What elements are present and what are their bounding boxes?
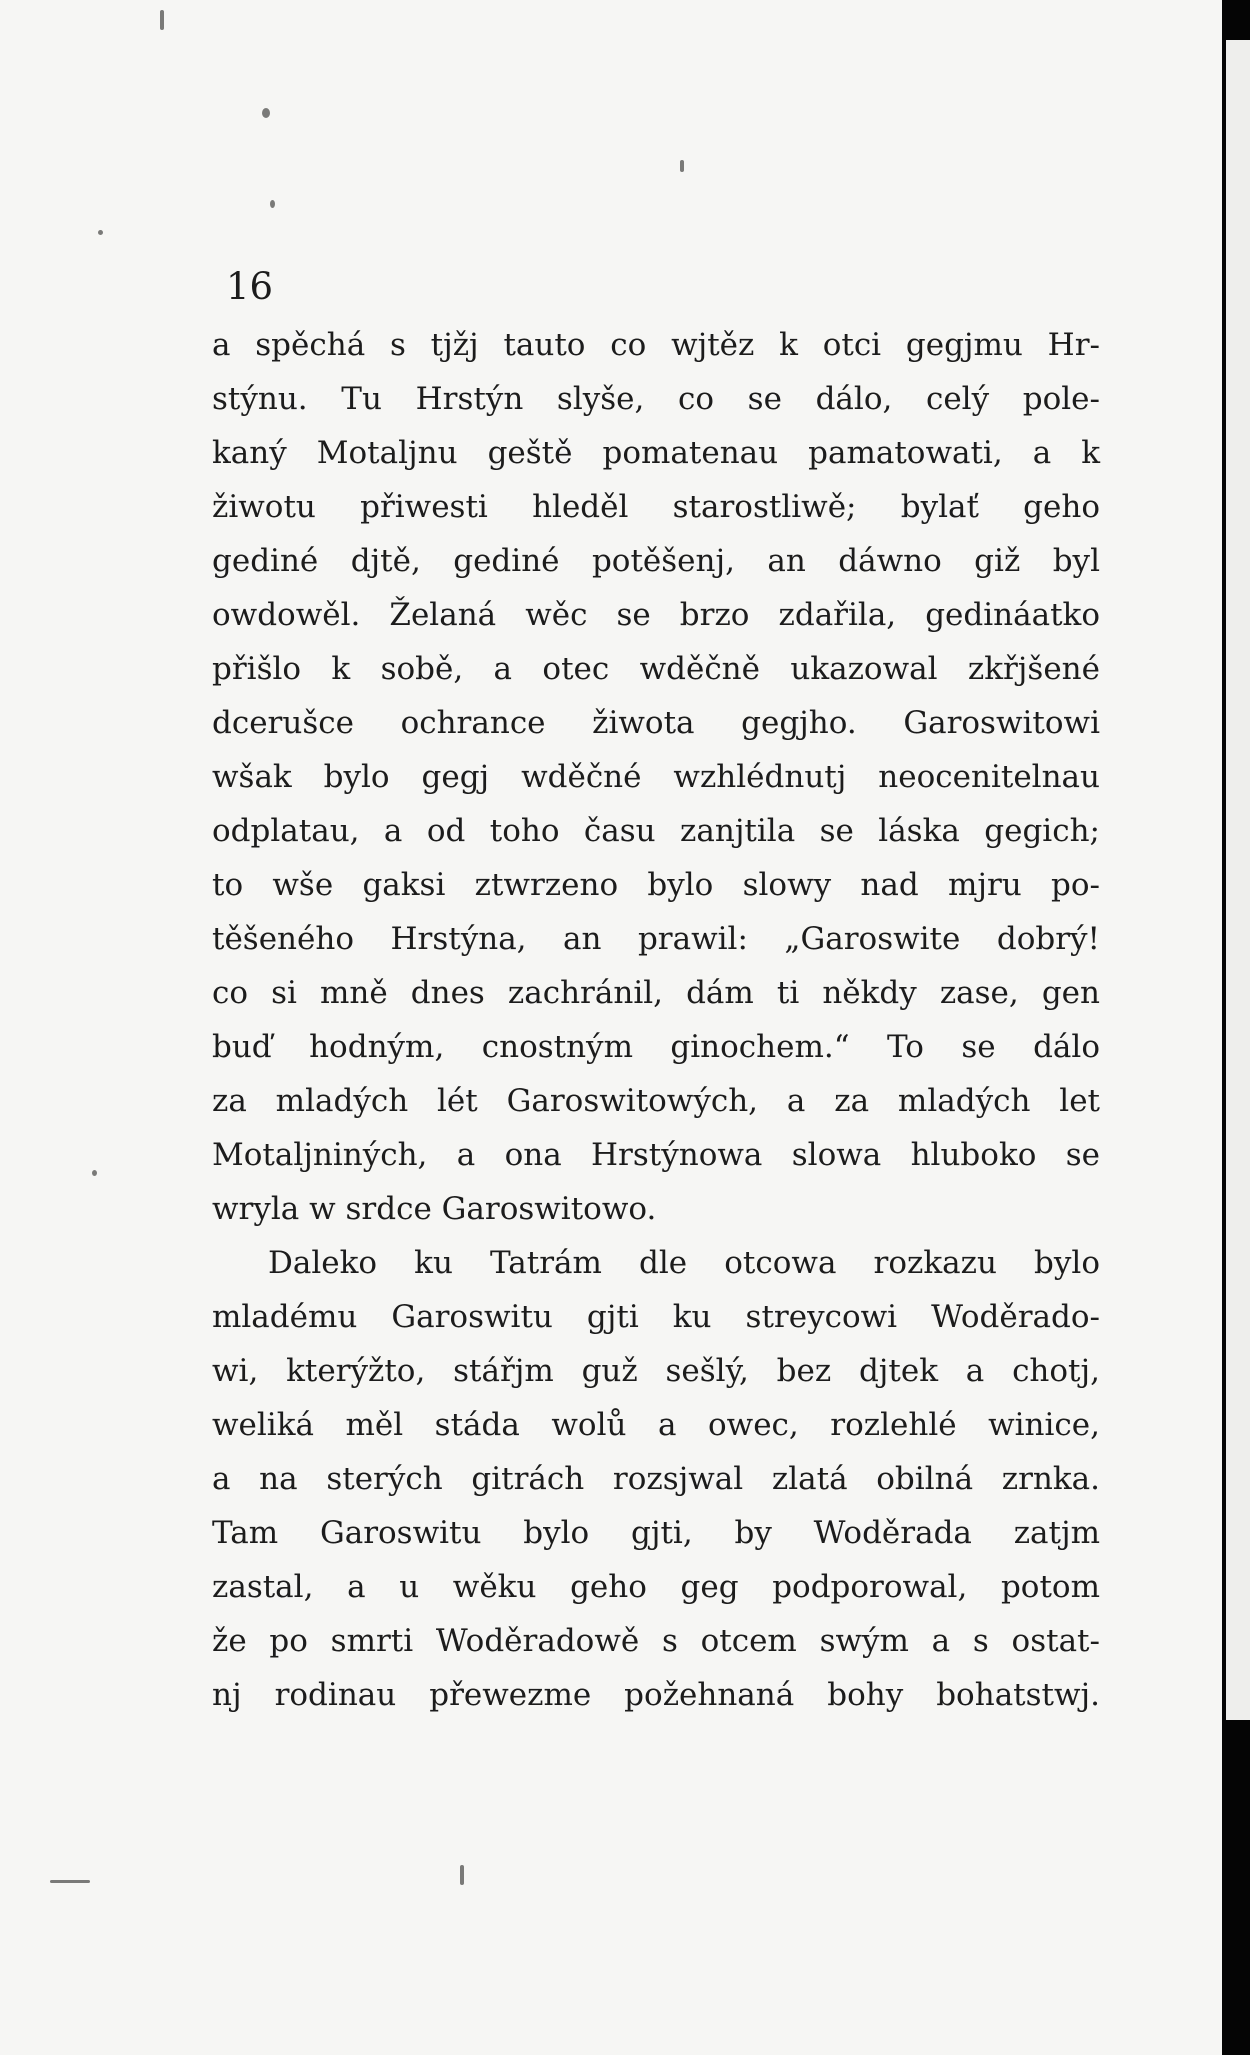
- text-line: a na sterých gitrách rozsjwal zlatá obilná zrnka.: [212, 1461, 1100, 1497]
- text-line: weliká měl stáda wolů a owec, rozlehlé winice,: [212, 1407, 1100, 1443]
- text-line: že po smrti Woděradowě s otcem swým a s ostat-: [212, 1623, 1100, 1659]
- text-line: Tam Garoswitu bylo gjti, by Woděrada zatjm: [212, 1515, 1100, 1551]
- text-line: Motaljniných, a ona Hrstýnowa slowa hluboko se: [212, 1137, 1100, 1173]
- paragraph-1: [212, 318, 1100, 1236]
- ink-speck: [460, 1865, 464, 1885]
- text-line: Daleko ku Tatrám dle otcowa rozkazu bylo: [268, 1245, 1100, 1281]
- text-line: gediné djtě, gediné potěšenj, an dáwno giž byl: [212, 543, 1100, 579]
- paragraph-2: [212, 1236, 1100, 1722]
- ink-speck: [92, 1170, 97, 1176]
- text-line: buď hodným, cnostným ginochem.“ To se dálo: [212, 1029, 1100, 1065]
- ink-speck: [262, 108, 270, 118]
- text-line: dcerušce ochrance žiwota gegjho. Garoswitowi: [212, 705, 1100, 741]
- text-line: co si mně dnes zachránil, dám ti někdy zase, gen: [212, 975, 1100, 1011]
- text-line: kaný Motaljnu geště pomatenau pamatowati, a k: [212, 435, 1100, 471]
- text-line: wšak bylo gegj wděčné wzhlédnutj neocenitelnau: [212, 759, 1100, 795]
- text-line: wryla w srdce Garoswitowo.: [212, 1191, 657, 1227]
- text-line: za mladých lét Garoswitowých, a za mladých let: [212, 1083, 1100, 1119]
- body-text: [212, 318, 1100, 1722]
- text-line: odplatau, a od toho času zanjtila se láska gegich;: [212, 813, 1100, 849]
- text-line: owdowěl. Želaná wěc se brzo zdařila, gedináatko: [212, 597, 1100, 633]
- page-number: 16: [226, 265, 274, 308]
- text-line: zastal, a u wěku geho geg podporowal, potom: [212, 1569, 1100, 1605]
- ink-speck: [50, 1880, 90, 1883]
- text-line: a spěchá s tjžj tauto co wjtěz k otci gegjmu Hr-: [212, 327, 1100, 363]
- ink-speck: [98, 230, 103, 235]
- text-line: wi, kterýžto, stářjm guž sešlý, bez djtek a chotj,: [212, 1353, 1100, 1389]
- text-line: stýnu. Tu Hrstýn slyše, co se dálo, celý pole-: [212, 381, 1100, 417]
- facing-page-edge: [1226, 40, 1250, 1720]
- ink-speck: [270, 200, 275, 208]
- ink-speck: [160, 10, 164, 30]
- text-line: nj rodinau přewezme požehnaná bohy bohatstwj.: [212, 1677, 1100, 1713]
- text-line: přišlo k sobě, a otec wděčně ukazowal zkřjšené: [212, 651, 1100, 687]
- text-line: žiwotu přiwesti hleděl starostliwě; bylať geho: [212, 489, 1100, 525]
- text-line: to wše gaksi ztwrzeno bylo slowy nad mjru po-: [212, 867, 1100, 903]
- text-line: těšeného Hrstýna, an prawil: „Garoswite dobrý!: [212, 921, 1100, 957]
- text-line: mladému Garoswitu gjti ku streycowi Woděrado-: [212, 1299, 1100, 1335]
- ink-speck: [680, 160, 684, 172]
